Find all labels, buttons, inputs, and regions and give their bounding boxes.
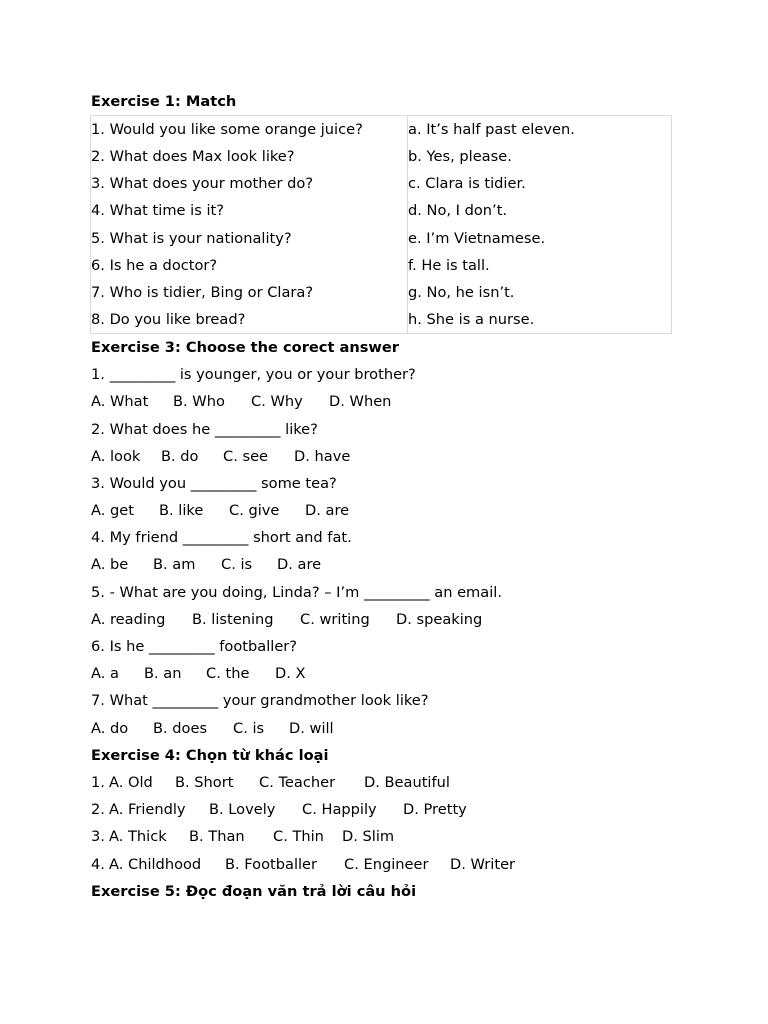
option: C. Engineer	[344, 855, 429, 873]
worksheet	[91, 88, 691, 905]
match-answer: a. It’s half past eleven.	[408, 116, 672, 144]
option: B. Short	[175, 773, 234, 791]
options-row	[91, 660, 691, 687]
match-question: 4. What time is it?	[91, 197, 408, 224]
option: D. Writer	[450, 855, 516, 873]
question-text: 6. Is he _________ footballer?	[91, 638, 298, 655]
exercise1-title: Exercise 1: Match	[91, 93, 237, 110]
option: C. Why	[251, 393, 303, 411]
match-answer: b. Yes, please.	[408, 143, 672, 170]
item-number: 4.	[91, 855, 105, 873]
match-row	[91, 197, 672, 224]
options-row	[91, 443, 691, 470]
options-row	[91, 551, 691, 578]
option: D. will	[289, 719, 334, 737]
option: D. are	[305, 502, 350, 520]
item-number: 2.	[91, 801, 105, 819]
option: B. listening	[192, 610, 274, 628]
option: A. Friendly	[109, 801, 186, 819]
option: C. give	[229, 502, 280, 520]
option: C. Teacher	[259, 773, 336, 791]
option: B. an	[144, 665, 182, 683]
question-text: 3. Would you _________ some tea?	[91, 474, 337, 492]
option: A. do	[91, 719, 129, 737]
options-row	[91, 769, 691, 796]
option: A. look	[91, 447, 141, 465]
exercise4-title: Exercise 4: Chọn từ khác loại	[91, 746, 329, 764]
options-row	[91, 715, 691, 742]
options-row	[91, 388, 691, 415]
match-answer: f. He is tall.	[408, 252, 672, 279]
question-text: 4. My friend _________ short and fat.	[91, 529, 352, 547]
option: D. Beautiful	[364, 773, 450, 791]
option: C. Happily	[302, 801, 377, 819]
option: C. see	[223, 447, 269, 465]
option: A. Old	[109, 773, 153, 791]
match-row	[91, 225, 672, 252]
options-row	[91, 823, 691, 850]
option: A. What	[91, 393, 149, 411]
option: A. Childhood	[109, 855, 202, 873]
match-row	[91, 143, 672, 170]
match-question: 7. Who is tidier, Bing or Clara?	[91, 279, 408, 306]
option: A. be	[91, 556, 129, 574]
match-answer: c. Clara is tidier.	[408, 170, 672, 197]
option: A. get	[91, 502, 134, 520]
option: D. have	[294, 447, 351, 465]
option: C. is	[233, 719, 265, 737]
match-row	[91, 252, 672, 279]
option: B. Footballer	[225, 855, 318, 873]
match-row	[91, 170, 672, 197]
question-text: 1. _________ is younger, you or your brother?	[91, 366, 416, 384]
option: B. like	[159, 502, 204, 520]
match-answer: g. No, he isn’t.	[408, 279, 672, 306]
match-question: 6. Is he a doctor?	[91, 252, 408, 279]
option: C. Thin	[273, 828, 324, 846]
option: D. are	[277, 556, 322, 574]
item-number: 3.	[91, 828, 105, 846]
question-text: 7. What _________ your grandmother look like?	[91, 692, 429, 710]
option: B. Lovely	[209, 801, 276, 819]
options-row	[91, 606, 691, 633]
option: B. Than	[189, 828, 245, 846]
item-number: 1.	[91, 773, 105, 791]
option: A. reading	[91, 610, 166, 628]
match-table	[90, 115, 672, 334]
exercise5-title: Exercise 5: Đọc đoạn văn trả lời câu hỏi	[91, 882, 417, 900]
match-question: 2. What does Max look like?	[91, 143, 408, 170]
option: D. Slim	[342, 828, 395, 846]
match-question: 1. Would you like some orange juice?	[91, 116, 408, 144]
match-question: 8. Do you like bread?	[91, 306, 408, 334]
question-text: 2. What does he _________ like?	[91, 420, 318, 438]
match-row	[91, 116, 672, 144]
question-text: 5. - What are you doing, Linda? – I’m _________ an email.	[91, 583, 502, 601]
option: B. does	[153, 719, 208, 737]
match-question: 5. What is your nationality?	[91, 225, 408, 252]
option: D. Pretty	[403, 801, 467, 819]
option: B. am	[153, 556, 196, 574]
option: A. Thick	[109, 828, 167, 846]
option: C. the	[206, 665, 250, 683]
options-row	[91, 851, 691, 878]
options-row	[91, 497, 691, 524]
options-row	[91, 796, 691, 823]
match-answer: e. I’m Vietnamese.	[408, 225, 672, 252]
match-answer: h. She is a nurse.	[408, 306, 672, 334]
exercise3-title: Exercise 3: Choose the corect answer	[91, 338, 400, 356]
option: D. When	[329, 393, 392, 411]
option: A. a	[91, 665, 119, 683]
option: D. speaking	[396, 610, 483, 628]
match-answer: d. No, I don’t.	[408, 197, 672, 224]
option: C. is	[221, 556, 253, 574]
option: C. writing	[300, 610, 370, 628]
match-row	[91, 306, 672, 334]
match-question: 3. What does your mother do?	[91, 170, 408, 197]
option: B. Who	[173, 393, 225, 411]
match-row	[91, 279, 672, 306]
option: B. do	[161, 447, 199, 465]
option: D. X	[275, 665, 306, 683]
